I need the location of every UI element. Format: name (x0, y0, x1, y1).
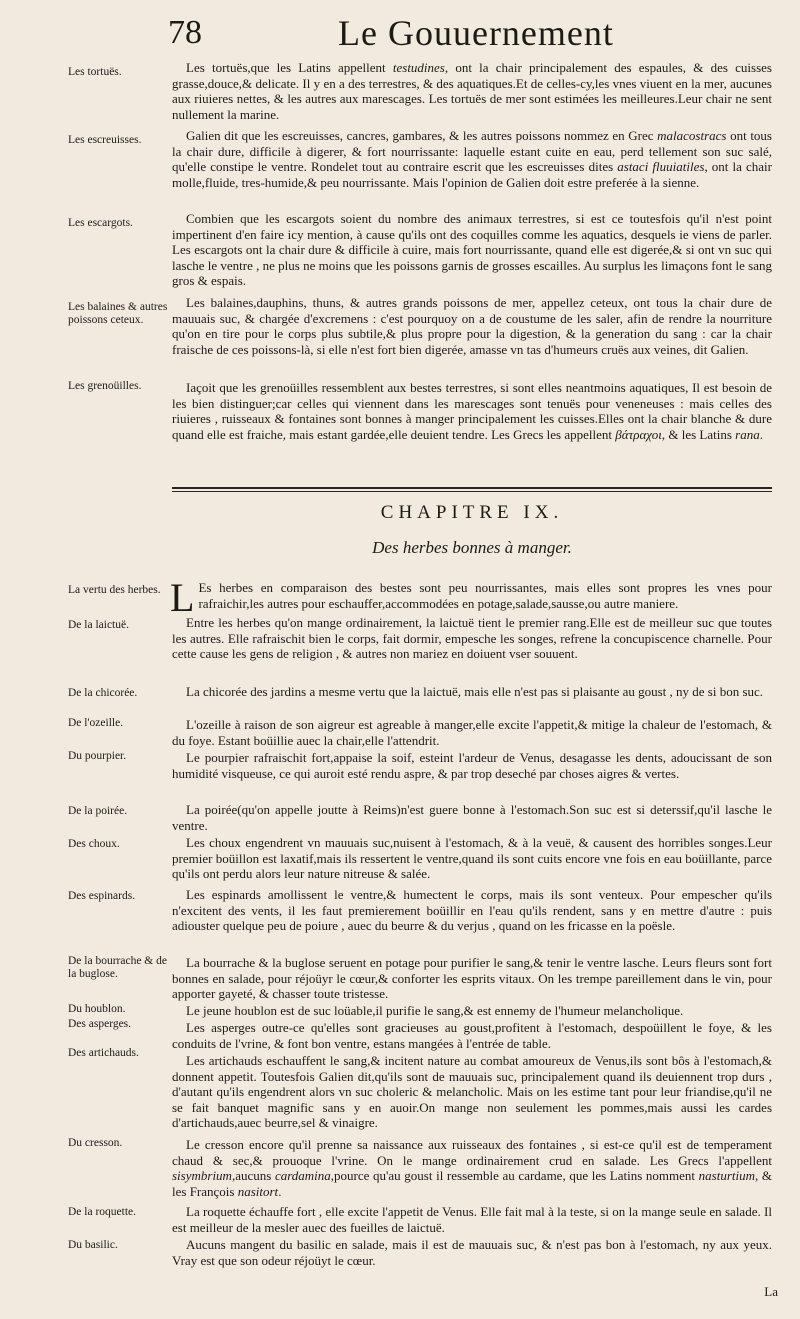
paragraph (172, 750, 772, 781)
paragraph (172, 835, 772, 882)
text-run: Le cresson encore qu'il prenne sa naissance aux ruisseaux des fontaines , si est-ce qu'il est de temperament chaud & sec,& prouoque l'vrine. On le mange ordinairement crud en salade. Les Grecs l'appellent (172, 1137, 772, 1168)
section-rule (172, 487, 772, 492)
italic-term: malacostracs (657, 128, 727, 143)
paragraph (172, 211, 772, 289)
text-run: Les espinards amollissent le ventre,& humectent le corps, mais ils sont venteux. Pour empescher qu'ils n'excitent des vents, il les faut premierement boüillir en l'eau qu'ils rendent, sans y en mettre d'autre : puis adiouster quelque peu de poiure , auec du beurre & du verjus , quand on les fricasse en la poësle. (172, 887, 772, 934)
margin-note: Des espinards. (68, 890, 136, 902)
catchword: La (764, 1284, 778, 1299)
text-run: L'ozeille à raison de son aigreur est agreable à manger,elle excite l'appetit,& mitige la chaleur de l'estomach, & du foye. Estant boüillie auec la chair,elle l'attendrit. (172, 717, 772, 748)
margin-note: Les escargots. (68, 217, 133, 229)
margin-note: Les tortuës. (68, 66, 122, 78)
text-run: Es herbes en comparaison des bestes sont peu nourrissantes, mais elles sont propres les vnes pour rafraichir,les autres pour eschauffer,accommodées en potage,salade,sausse,ou autre maniere. (198, 580, 772, 611)
paragraph (172, 1137, 772, 1199)
paragraph (172, 1237, 772, 1268)
text-run: ont tous la chair dure, difficile à digerer, & fort nourrissante: laquelle estant cuite en eau, perd tellement son suc salé, qu'elle constipe le ventre. Rondelet tout au contraire escrit que les escreuisses dites (172, 128, 772, 175)
text-run: , ont la chair molle,fluide, tres-humide,& peu nourrissante. Mais l'opinion de Galien doit estre preferée à la sienne. (172, 159, 772, 190)
text-run: Le pourpier rafraischit fort,appaise la soif, esteint l'ardeur de Venus, desagasse les dents, adoucissant de son humidité visqueuse, ce qui auroit esté rendu aspre, & par trop deseché par choses aigres & vertes. (172, 750, 772, 781)
paragraph (172, 380, 772, 442)
margin-note: De la laictuë. (68, 619, 129, 631)
paragraph (172, 802, 772, 833)
paragraph (172, 1053, 772, 1131)
text-run: Les artichauds eschauffent le sang,& incitent nature au combat amoureux de Venus,ils sont bôs à l'estomach,& donnent appetit. Toutesfois Galien dit,qu'ils sont de mauuais suc, principalement quand ils deuiennent trop durs , d'autant qu'ils engendrent alors vn suc choleric & melancholic. Mais on les estime tant pour leur friandise,qu'il ne se fait banquet magnific sans y en auoir.On mange non seulement les pommes,mais aussi les cardes d'artichauds,auec beurre,sel & vinaigre. (172, 1053, 772, 1131)
running-head (168, 14, 788, 54)
margin-note: Du houblon. (68, 1003, 126, 1015)
italic-term: nasturtium (698, 1168, 755, 1184)
paragraph (172, 1204, 772, 1235)
italic-term: cardamina (274, 1168, 331, 1184)
text-run: ,pource qu'au goust il ressemble au cardame, que les Latins nomment (330, 1168, 699, 1184)
text-run: Les balaines,dauphins, thuns, & autres grands poissons de mer, appellez ceteux, ont tous la chair dure de mauuais suc, & chargée d'excremens : c'est pourquoy on a de coustume de les saler, afin de rendre la nourriture qu'on en tire pour le corps plus subtile,& plus propre pour la digestion, & la generation du sang : car la chair fraische de ces poissons-là, si elle n'est fort bien digerée, amasse vn tas d'humeurs cruës aux veines, dit Galien. (172, 295, 772, 357)
paragraph (172, 717, 772, 748)
paragraph (172, 60, 772, 122)
margin-note: Du pourpier. (68, 750, 127, 762)
margin-note: De la roquette. (68, 1206, 137, 1218)
margin-note: Du cresson. (68, 1137, 123, 1149)
paragraph (172, 684, 772, 700)
margin-note: Les balaines & autres poissons ceteux. (68, 301, 168, 326)
margin-note: La vertu des herbes. (68, 584, 161, 596)
margin-note: Du basilic. (68, 1239, 118, 1251)
text-run: La bourrache & la buglose seruent en potage pour purifier le sang,& tenir le ventre lasche. Leurs fleurs sont fort bonnes en salade, pour réjoüyr le cœur,& conforter les esprits vitaux. On les trempe pareillement dans le vin, pour apporter gayeté, & chasser toute tristesse. (172, 955, 772, 1002)
text-run: Entre les herbes qu'on mange ordinairement, la laictuë tient le premier rang.Elle est de meilleur suc que toutes les autres. Elle rafraischit bien le corps, fait dormir, empesche les songes, refrene la concupiscence charnelle. Pour cette cause les gens de religion , & autres non mariez en doiuent vser souuent. (172, 615, 772, 662)
text-run: . (278, 1183, 282, 1199)
text-run: Le jeune houblon est de suc loüable,il purifie le sang,& est ennemy de l'humeur melancholique. (186, 1003, 684, 1018)
italic-term: sisymbrium (172, 1168, 232, 1184)
paragraph (172, 128, 772, 190)
drop-capital: L (170, 575, 195, 620)
margin-note: De la poirée. (68, 805, 128, 817)
text-run: . (759, 426, 763, 442)
text-run: , ont la chair principalement des espaules, & des cuisses grasse,douce,& delicate. Il y en a des terrestres, & des aquatiques.Et de celles-cy,les vnes viuent en la mer, aucunes aux riuieres nettes, & les autres aux marescages. Les tortuës de mer sont estimées les meilleures.Leur chair ne sent nullement la marine. (172, 60, 772, 122)
text-run: La poirée(qu'on appelle joutte à Reims)n'est guere bonne à l'estomach.Son suc est si deterssif,qu'il lasche le ventre. (172, 802, 772, 833)
italic-term: rana (735, 426, 760, 442)
text-run: Les tortuës,que les Latins appellent (186, 60, 393, 75)
text-run: , & les François (172, 1168, 772, 1199)
paragraph (172, 295, 772, 357)
text-run: Combien que les escargots soient du nombre des animaux terrestres, si est ce toutesfois qu'il n'est point impertinent d'en faire icy mention, à cause qu'ils ont des coquilles comme les aquatics, desquels ie viens de parler. Les escargots ont la chair dure & difficile à cuire, mais fort nourrissante, quand elle est digerée,& si ont vn suc qui lasche le ventre , ne plus ne moins que les poissons garnis de grosses escailles. Au surplus les limaçons font le sang gros & espais. (172, 211, 772, 289)
italic-term: astaci fluuiatiles (617, 159, 705, 175)
text-run: Les asperges outre-ce qu'elles sont gracieuses au goust,profitent à l'estomach, despoüillent le foye, & les conduits de l'vrine, & font bon ventre, estans mangées à l'entrée de table. (172, 1020, 772, 1051)
chapter-heading: CHAPITRE IX. (380, 502, 564, 523)
margin-note: De la chicorée. (68, 687, 138, 699)
margin-note: Des choux. (68, 838, 120, 850)
italic-term: testudines (392, 60, 445, 75)
margin-note: De la bourrache & de la buglose. (68, 955, 167, 980)
paragraph (172, 887, 772, 934)
margin-note: Les grenoüilles. (68, 380, 142, 392)
text-run: La roquette échauffe fort , elle excite l'appetit de Venus. Elle fait mal à la teste, si on la mange seule en salade. Il est meilleur de la mesler auec des fueilles de laictuë. (172, 1204, 772, 1235)
text-run: Les choux engendrent vn mauuais suc,nuisent à l'estomach, & à la veuë, & causent des horribles songes.Leur premier boüillon est laxatif,mais ils ressertent le ventre,quand ils sont cuits encore vne fois en eau boüillante, parce qu'ils ont perdu alors leur nature nitreuse & salée. (172, 835, 772, 882)
text-run: ,aucuns (231, 1168, 275, 1184)
chapter-subtitle: Des herbes bonnes à manger. (372, 538, 572, 557)
margin-note: De l'ozeille. (68, 717, 124, 729)
text-run: Aucuns mangent du basilic en salade, mais il est de mauuais suc, & n'est pas bon à l'estomach, ny aux yeux. Vray est que son odeur réjoüyt le cœur. (172, 1237, 772, 1268)
paragraph (172, 615, 772, 662)
paragraph (172, 1020, 772, 1051)
page-number: 78 (168, 14, 202, 51)
paragraph (170, 575, 772, 620)
paragraph (172, 1003, 772, 1019)
italic-term: βάτραχοι (615, 426, 662, 442)
text-run: Iaçoit que les grenoüilles ressemblent aux bestes terrestres, si sont elles neantmoins aquatiques, Il est besoin de les bien distinguer;car celles qui viennent dans les marescages sont tenuës pour veneneuses : mais celles des riuieres , ruisseaux & fontaines sont bonnes à manger principalement les cuisses.Elles ont la chair blanche & dure quand elle est fraiche, mais estant gardée,elle deuient tendre. Les Grecs les appellent (172, 380, 772, 442)
margin-note: Des artichauds. (68, 1047, 139, 1059)
text-run: , & les Latins (661, 426, 736, 442)
paragraph (172, 955, 772, 1002)
running-title: Le Gouuernement (338, 13, 614, 53)
text-run: La chicorée des jardins a mesme vertu que la laictuë, mais elle n'est pas si plaisante au goust , ny de si bon suc. (186, 684, 764, 699)
italic-term: nasitort (237, 1183, 279, 1199)
text-run: Galien dit que les escreuisses, cancres, gambares, & les autres poissons nommez en Grec (186, 128, 658, 143)
margin-note: Des asperges. (68, 1018, 132, 1030)
margin-note: Les escreuisses. (68, 134, 142, 146)
